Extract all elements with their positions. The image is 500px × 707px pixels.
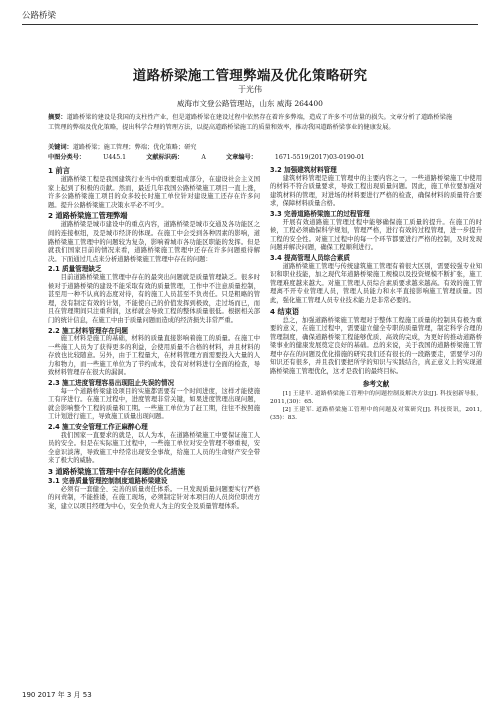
article-title: 道路桥梁施工管理弊端及优化策略研究 [132,68,368,84]
subsection-heading: 2.2 施工材料管理存在问题 [48,326,128,335]
abstract-text: 道路桥梁的建设是我国的支柱性产业，但是道路桥梁在建设过程中依然存在着许多弊端，造成了许多不可估量的损失。文章分析了道路桥梁施工管理的弊端及优化策略，提出科学合理的管理方法，以提高道路桥梁施工的质量和效率，推动我国道路桥梁事业的健康发展。 [48,114,453,131]
article-id-label: 文章编号： [225,154,257,161]
page-folio: 190 2017 年 3 月 53 [22,691,92,699]
doc-code-value: A [201,154,206,161]
doc-code-label: 文献标识码： [146,154,184,161]
section-heading: 4 结束语 [270,306,300,316]
abstract-label: 摘要： [48,114,67,121]
paragraph: 道路桥梁工程是我国建筑行业当中的重要组成部分，在建设社会主义国家上起到了积极的贡献。然而，最近几年我国公路桥梁施工项目一直上涨，许多公路桥梁施工项目的众多较长时施工单位针对建设施工还存在许多问题。提升公路桥梁施工决策水平必不可少。 [48,176,260,209]
right-column [270,165,482,422]
subsection-heading: 3.4 提高管理人员综合素质 [270,253,350,262]
paragraph: 目前道路桥梁施工管理中存在的最突出问题就是质量管理缺乏。很多时候对于道路桥梁的建设不能采取有效的质量管理，工作中不注意质量控制，甚至用一种不认真的态度对待，有的施工人员甚至不负责任。只是粗略的管理，没有制定有效的计划，不能使自己的价值发挥到极致，走过场而已，而且在管理期间只注重利润，这样就会导致工程的整体质量很低。根据相关部门的统计信息，在施工中由于质量问题而造成的经济损失非常严重。 [48,273,260,324]
paragraph: 总之，加强道路桥梁施工管理对于整体工程施工质量的控制具有极为重要的意义，在施工过程中，需要建立健全专职的质量管理，制定科学合理的管理制度，确保道路桥梁工程能够优质、高效的完成，为更好的推动道路桥梁事业的健康发展奠定良好的基础。总的来说，关于我国的道路桥梁施工管理中存在的问题及优化措施的研究我们还有很长的一段路要走，需要学习的知识还有很多，并且我们要把所学的知识与实践结合，真正意义上的实现道路桥梁施工管理优化，这才是我们的最终目标。 [270,316,482,376]
article-meta [48,153,452,162]
subsection-heading: 2.3 施工进度管理容易出现阻止失误的情况 [48,379,175,388]
references-heading: 参考文献 [362,379,390,388]
section-heading: 2 道路桥梁施工管理弊端 [48,211,128,221]
clc-group [48,154,126,161]
subsection-heading: 3.3 完善道路桥梁施工的过程管理 [270,209,370,218]
paragraph: 开展有效道路施工管理过程中能够确保施工质量的提升。在施工的时候，工程必须确保科学规划，管理严格，进行有效的过程管理，进一步提升工程的安全性。对施工过程中的每一个环节都要进行严格的控制，及时发现问题并解决问题，确保工程顺利进行。 [270,218,482,252]
subsection-heading: 3.2 加强建筑材料管理 [270,166,337,174]
author-affiliation: 威海市文登公路管理站，山东 威海 264400 [177,99,323,108]
keywords-label: 关键词： [48,144,73,151]
paragraph: 每一个道路桥梁建设项目的实施都需要有一个时间进度，这样才能使施工有序进行。在施工过程中，进度管理非常关键，如果进度管理出现问题，就会影响整个工程的质量和工期。一些施工单位为了赶工期，往往不按照施工计划进行施工，导致施工质量出现问题。 [48,387,260,421]
paragraph: 必须有一套健全、完善的质量责任体系。一旦发现质量问题要实行严格的问责制，不能推诿，在施工现场，必须制定针对本项目的人员岗位职责方案，建立以项目经理为中心，安全负责人为主的安全及质量管理体系。 [48,485,260,510]
paragraph: 我们国家一直要求的就是，以人为本，在道路桥梁施工中要保证施工人员的安全。但是在实际施工过程中，一些施工单位对安全管理不够重视，安全意识淡薄，导致施工中经常出现安全事故，给施工人员的生命财产安全带来了极大的威胁。 [48,431,260,465]
section-heading: 3 道路桥梁施工管理中存在问题的优化措施 [48,467,185,476]
reference-item: [1] 王建平. 道路桥梁施工管理中的问题控制及解决方法[J]. 科技创新导报，2011,(30)：65. [270,390,482,405]
keywords-text: 道路桥梁；施工管理；弊端；优化策略；研究 [72,144,197,151]
subsection-heading: 3.1 完善质量管理控制制度道路桥梁建设 [48,477,168,485]
paragraph: 道路桥梁施工管理与传统建筑施工管理有着很大区别，需要较强专业知识和职业技能，加之现代年道路桥梁施工规模以及投资规模不断扩张，施工管理难度越来越大。对施工管理人员综合素质要求越来越高。有效的施工管理离不开专业管理人员，管理人员能力和水平直接影响施工管理质量。因此，强化施工管理人员专业技术能力是非常必要的。 [270,262,482,304]
abstract [48,113,452,132]
article-id-value: 1671-5519(2017)03-0190-01 [274,154,365,161]
paragraph: 施工材料是施工的基础，材料的质量直接影响着施工的质量。在施工中一些施工人员为了获得更多的利益，会使用质量不合格的材料，并且材料的存放也比较随意。另外，由于工程量大，在材料管理方面需要投入大量的人力和物力，而一些施工单位为了节约成本，没有对材料进行全面的检查，导致材料管理存在很大的漏洞。 [48,335,260,377]
author-name: 于光伟 [238,85,262,94]
paragraph: 建筑材料管理是施工管理中的主要内容之一，一些道路桥梁施工中使用的材料不符合质量要求，导致工程出现质量问题。因此，施工单位要加强对建筑材料的管理，对进场的材料要进行严格的检查，确保材料的质量符合要求，保障材料质量合格。 [270,174,482,208]
article-id-group [226,154,365,161]
paragraph: 道路桥梁是城市建设中的重点内容，道路桥梁是城市交通及各功能区之间的连接枢纽，及是城市经济的体现。在施工中会受到各种因素的影响，道路桥梁施工管理中的问题较为复杂，影响着城市各功能区职能的发挥。但是就我们国家目前的情况来看，道路桥梁施工管理中还存在许多问题亟待解决。下面通过几点来分析道路桥梁施工管理中存在的问题： [48,221,260,263]
clc-label: 中图分类号： [48,154,86,161]
doc-code-group [146,154,206,161]
header-rule [22,24,478,25]
subsection-heading: 2.4 施工安全管理工作正麻醉心理 [48,423,148,432]
keywords [48,143,452,152]
reference-item: [2] 王建军. 道路桥梁施工管理中的问题及对策研究[J]. 科技资讯，2011,(35)：83. [270,406,482,421]
clc-value: U445.1 [103,154,127,161]
running-head: 公路桥梁 [22,11,57,21]
left-column [48,165,260,511]
subsection-heading: 2.1 质量管理缺乏 [48,265,102,274]
section-heading: 1 前言 [48,166,70,175]
